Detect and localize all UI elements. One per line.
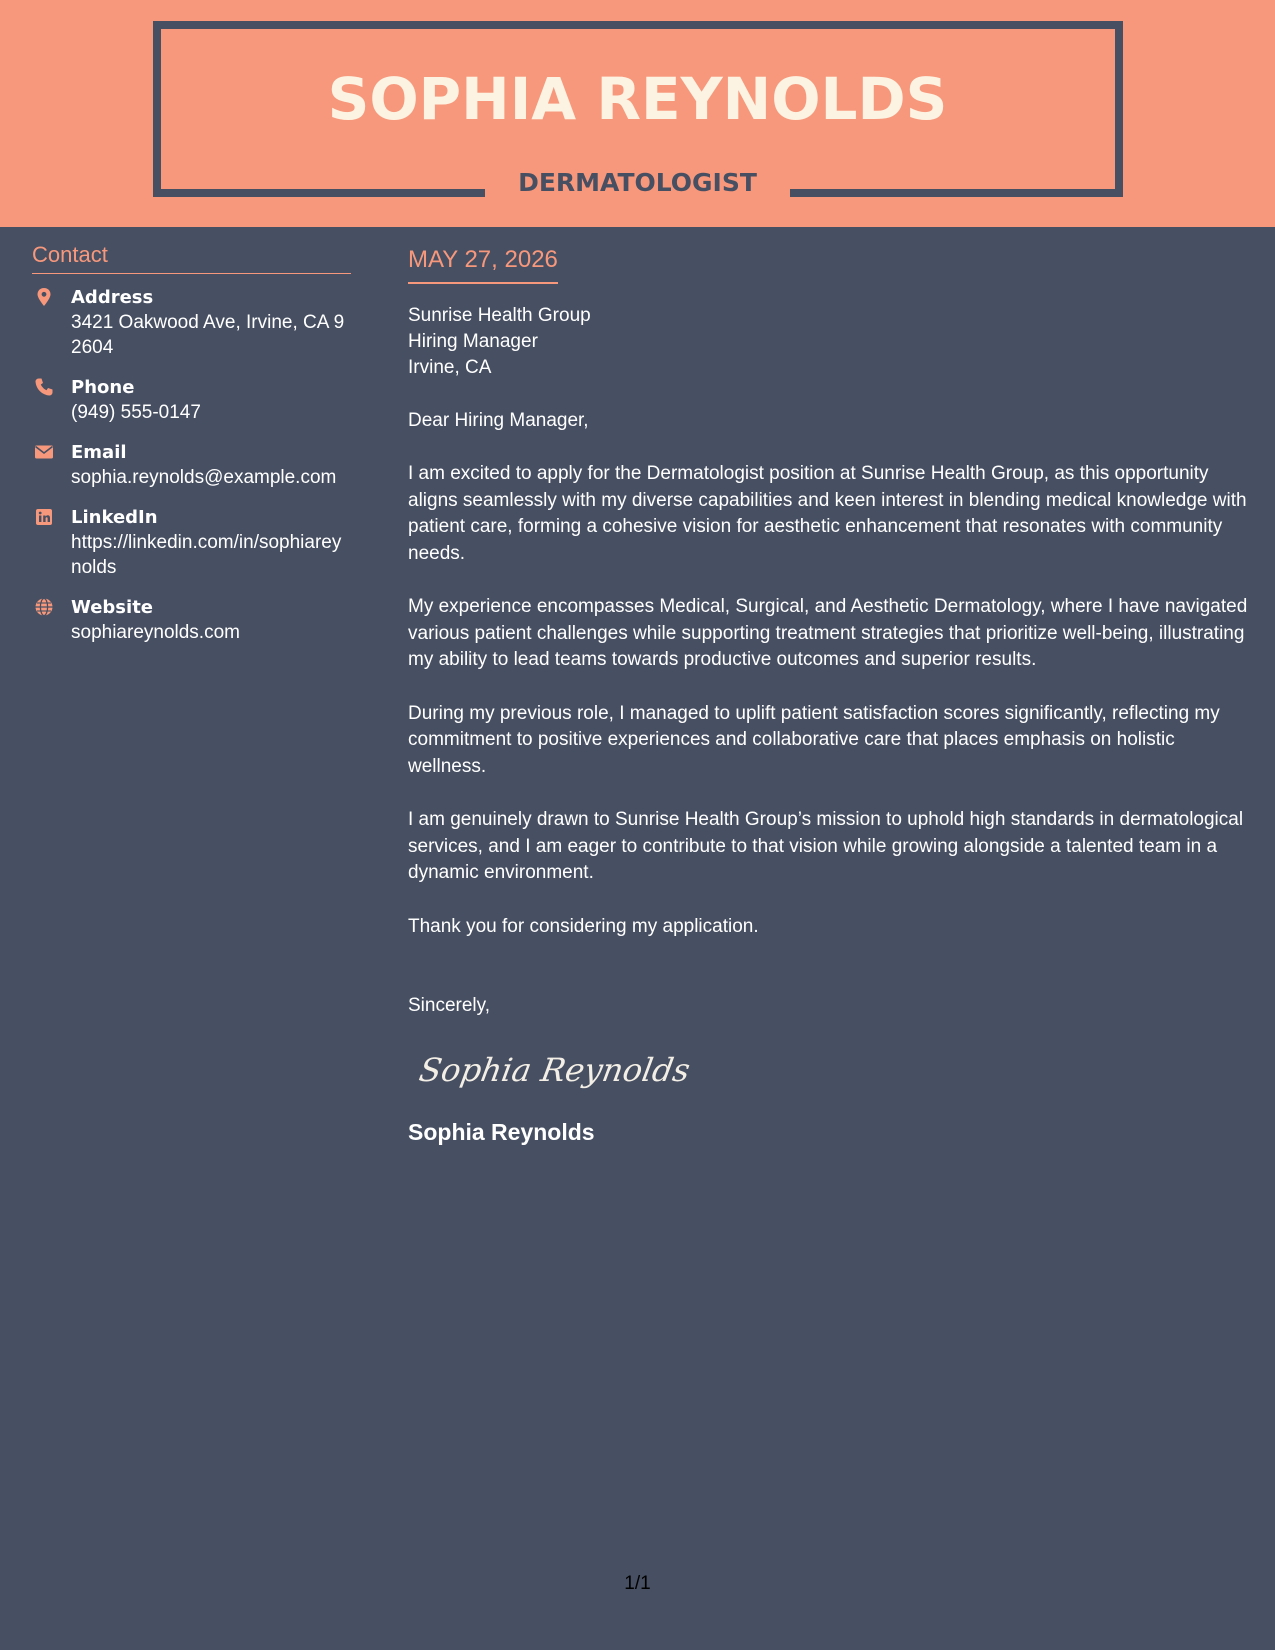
contact-email (32, 440, 351, 490)
email-value[interactable]: sophia.reynolds@example.com (71, 467, 337, 488)
linkedin-icon (34, 507, 54, 527)
phone-label: Phone (71, 377, 135, 398)
envelope-icon (34, 442, 54, 462)
address-label: Address (71, 287, 154, 308)
paragraph-4: I am genuinely drawn to Sunrise Health Group’s mission to uphold high standards in dermatological services, and I am eager to contribute to that vision while growing alongside a talented team in a dynamic environment. (408, 809, 1244, 883)
website-value[interactable]: sophiareynolds.com (71, 622, 240, 643)
linkedin-value[interactable]: https://linkedin.com/in/sophiareynolds (71, 532, 342, 578)
address-value: 3421 Oakwood Ave, Irvine, CA 92604 (71, 312, 345, 358)
salutation: Dear Hiring Manager, (408, 410, 589, 431)
letter-body (408, 244, 1248, 1147)
contact-linkedin (32, 505, 351, 580)
contact-sidebar (32, 240, 351, 660)
closing: Sincerely, (408, 995, 491, 1016)
paragraph-5: Thank you for considering my application. (408, 915, 759, 937)
page-number: 1/1 (624, 1573, 651, 1594)
signer-name: Sophia Reynolds (408, 1119, 595, 1145)
contact-website (32, 595, 351, 645)
globe-icon (34, 597, 54, 617)
recipient-company: Sunrise Health Group (408, 305, 591, 326)
map-pin-icon (34, 287, 54, 307)
letter-date: MAY 27, 2026 (408, 244, 558, 284)
phone-value: (949) 555-0147 (71, 402, 201, 423)
email-label: Email (71, 442, 127, 463)
header-banner (0, 0, 1275, 227)
applicant-name: SOPHIA REYNOLDS (327, 65, 948, 133)
paragraph-1: I am excited to apply for the Dermatologist position at Sunrise Health Group, as this opportunity aligns seamlessly with my diverse capabilities and keen interest in blending medical knowledge with patient care, forming a cohesive vision for aesthetic enhancement that resonates with community needs. (408, 463, 1247, 564)
contact-phone (32, 375, 351, 425)
paragraph-2: My experience encompasses Medical, Surgical, and Aesthetic Dermatology, where I have navigated various patient challenges while supporting treatment strategies that prioritize well-being, illustrating my ability to lead teams towards productive outcomes and superior results. (408, 596, 1248, 670)
recipient-block (408, 303, 1248, 381)
job-title: DERMATOLOGIST (518, 168, 757, 197)
contact-heading: Contact (32, 240, 351, 274)
website-label: Website (71, 597, 154, 618)
contact-address (32, 285, 351, 360)
phone-icon (34, 377, 54, 397)
recipient-title: Hiring Manager (408, 331, 538, 352)
paragraph-3: During my previous role, I managed to uplift patient satisfaction scores significantly, reflecting my commitment to positive experiences and collaborative care that places emphasis on holistic wellness. (408, 702, 1220, 777)
recipient-location: Irvine, CA (408, 357, 492, 378)
signature: Sophia Reynolds (416, 1051, 693, 1089)
linkedin-label: LinkedIn (71, 507, 158, 528)
